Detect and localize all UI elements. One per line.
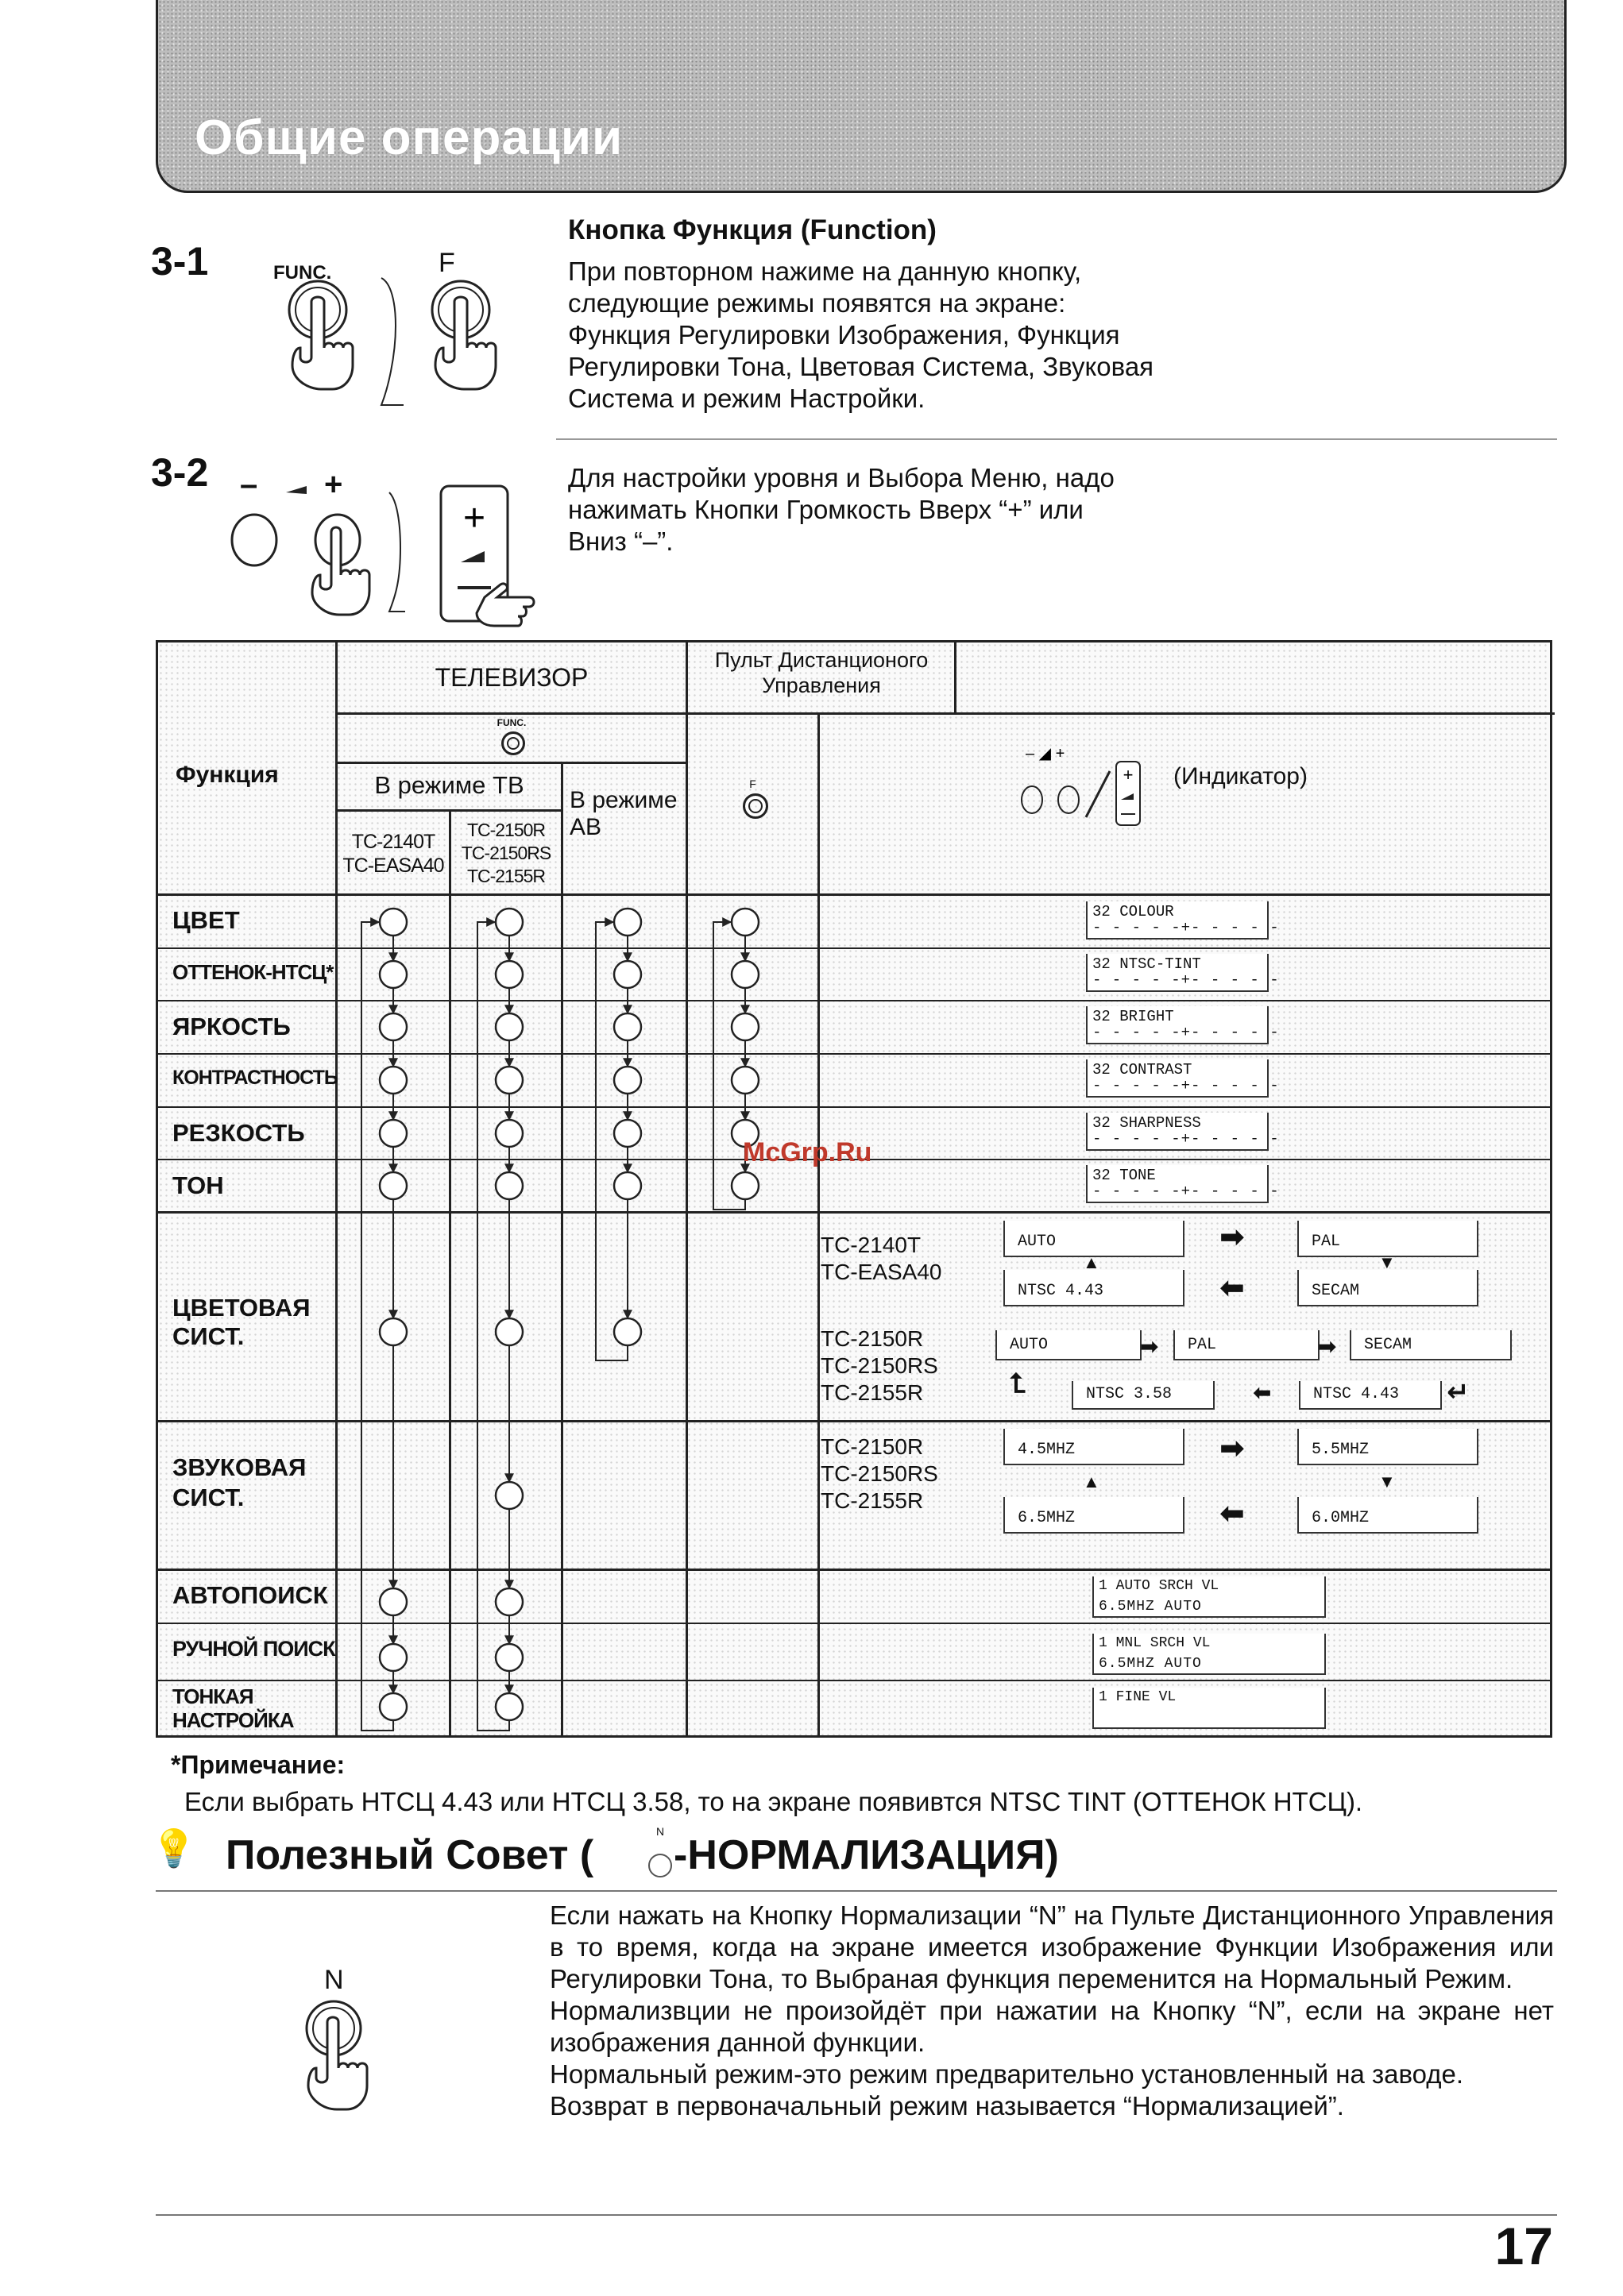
step2-text: Для настройки уровня и Выбора Меню, надо нажимать Кнопки Громкость Вверх “+” или Вниз “–”. <box>568 463 1115 556</box>
step1-text: При повторном нажиме на данную кнопку, следующие режимы появятся на экране: Функция Регулировки Изображения, Функция Регулировки Тона, Цветовая Система, Звуковая Система и режим Настройки. <box>568 257 1154 413</box>
arrow-up-icon: ▲ <box>1083 1472 1100 1491</box>
watermark: McGrp.Ru <box>743 1137 872 1167</box>
osd-manual-search: 1 MNL SRCH VL 6.5MHZ AUTO <box>1092 1634 1326 1675</box>
arrow-return-left-icon: ↵ <box>1447 1377 1470 1407</box>
svg-text:– ◢ +: – ◢ + <box>1026 745 1065 762</box>
note-text: Если выбрать НТСЦ 4.43 или НТСЦ 3.58, то на экране появивтся NTSC TINT (ОТТЕНОК НТСЦ). <box>184 1787 1363 1816</box>
volume-minus-label: – <box>240 467 258 502</box>
row-label-sound-system: ЗВУКОВАЯ СИСТ. <box>172 1453 307 1511</box>
colour-sys-b-secam: SECAM <box>1350 1330 1512 1360</box>
row-label-contrast: КОНТРАСТНОСТЬ <box>172 1067 338 1089</box>
step1-heading: Кнопка Функция (Function) <box>568 214 937 245</box>
tip-title-start: Полезный Совет ( <box>226 1832 594 1878</box>
n-button-label: N <box>324 1965 344 1995</box>
arrow-right-icon: ➡ <box>1318 1334 1337 1359</box>
model-group-a: TC-2140T TC-EASA40 <box>342 831 444 877</box>
arrow-right-icon: ➡ <box>1140 1334 1159 1359</box>
model-group-b: TC-2150R TC-2150RS TC-2155R <box>461 820 551 886</box>
arrow-right-icon: ➡ <box>1219 1432 1245 1465</box>
function-table <box>156 640 1552 1738</box>
arrow-down-icon: ▼ <box>1378 1472 1396 1491</box>
volume-plus-label: + <box>324 467 343 502</box>
lightbulb-icon: 💡 <box>151 1827 197 1869</box>
header-tv: ТЕЛЕВИЗОР <box>435 663 589 692</box>
sound-system-models: TC-2150R TC-2150RS TC-2155R <box>821 1434 938 1513</box>
divider <box>556 438 1557 440</box>
svg-text:+: + <box>462 497 486 539</box>
row-label-autosearch: АВТОПОИСК <box>172 1581 328 1609</box>
n-button-hand-icon <box>294 1993 389 2120</box>
sound-sys-4-5: 4.5MHZ <box>1003 1429 1184 1465</box>
row-label-sharpness: РЕЗКОСТЬ <box>172 1119 305 1147</box>
func-button-label: FUNC. <box>273 262 332 284</box>
osd-bright: 32 BRIGHT - - - - -+- - - - - <box>1086 1006 1269 1044</box>
arrow-left-icon: ⬅ <box>1253 1380 1272 1405</box>
page-number: 17 <box>1494 2217 1553 2275</box>
arrow-down-icon: ▼ <box>1378 1252 1396 1272</box>
osd-auto-search: 1 AUTO SRCH VL 6.5MHZ AUTO <box>1092 1576 1326 1618</box>
row-label-colour-system: ЦВЕТОВАЯ СИСТ. <box>172 1294 311 1350</box>
func-button-hand-icon <box>262 254 548 413</box>
sound-sys-6-5: 6.5MHZ <box>1003 1497 1184 1534</box>
sound-sys-6-0: 6.0MHZ <box>1297 1497 1478 1534</box>
row-label-manual-search: РУЧНОЙ ПОИСК <box>172 1637 335 1661</box>
header-tv-mode: В режиме ТВ <box>374 771 524 799</box>
divider <box>156 1890 1557 1892</box>
colour-system-models-b: TC-2150R TC-2150RS TC-2155R <box>821 1326 938 1405</box>
arrow-right-icon: ➡ <box>1219 1221 1245 1254</box>
n-button-icon <box>648 1854 672 1877</box>
f-button-label: F <box>439 248 455 278</box>
header-function: Функция <box>176 762 279 788</box>
colour-sys-b-ntsc443: NTSC 4.43 <box>1299 1381 1442 1410</box>
f-small-label: F <box>749 778 756 790</box>
osd-contrast: 32 CONTRAST - - - - -+- - - - - <box>1086 1059 1269 1098</box>
colour-sys-ntsc443: NTSC 4.43 <box>1003 1270 1184 1306</box>
osd-fine: 1 FINE VL <box>1092 1688 1326 1729</box>
osd-colour: 32 COLOUR - - - - -+- - - - - <box>1086 901 1269 940</box>
row-label-colour: ЦВЕТ <box>172 906 240 934</box>
func-small-label: FUNC. <box>497 717 527 728</box>
svg-text:+: + <box>1123 765 1134 785</box>
arrow-up-icon: ▲ <box>1083 1252 1100 1272</box>
osd-tone: 32 TONE - - - - -+- - - - - <box>1086 1165 1269 1203</box>
row-label-ntsc-tint: ОТТЕНОК-НТСЦ* <box>172 960 334 984</box>
tip-title-end: -НОРМАЛИЗАЦИЯ) <box>674 1832 1059 1878</box>
osd-sharpness: 32 SHARPNESS - - - - -+- - - - - <box>1086 1113 1269 1151</box>
colour-sys-b-auto: AUTO <box>995 1330 1142 1360</box>
arrow-left-icon: ⬅ <box>1219 1497 1245 1530</box>
tip-n-small: N <box>656 1825 665 1838</box>
header-remote: Пульт Дистанционого Управления <box>714 648 929 697</box>
header-indicator: (Индикатор) <box>1173 763 1308 789</box>
func-button-icon <box>501 731 525 755</box>
row-label-brightness: ЯРКОСТЬ <box>172 1013 291 1040</box>
colour-sys-b-ntsc358: NTSC 3.58 <box>1072 1381 1215 1410</box>
arrow-left-icon: ⬅ <box>1219 1271 1245 1305</box>
colour-sys-auto: AUTO <box>1003 1221 1184 1257</box>
arrow-return-up-icon: ⮤ <box>1010 1368 1026 1399</box>
sequence-diagram <box>338 895 817 1735</box>
colour-sys-secam: SECAM <box>1297 1270 1478 1306</box>
tip-text: Если нажать на Кнопку Нормализации “N” на Пульте Дистанционного Управления в то время, когда на экране имеется изображение Функции Изображения или Регулировки Тона, то Выбраная функция переменится на Нормальный Режим. Нормализвции не произойдёт при нажатии на Кнопку “N”, если на экране нет изображения данной функции. Нормальный режим-это режим предварительно установленный на заводе. Возврат в первоначальный режим называется “Нормализацией”. <box>550 1900 1554 2120</box>
page-title: Общие операции <box>195 110 624 165</box>
row-label-tone: ТОН <box>172 1171 224 1199</box>
sound-sys-5-5: 5.5MHZ <box>1297 1429 1478 1465</box>
f-button-icon <box>743 793 768 819</box>
volume-buttons-icon <box>222 469 572 627</box>
row-label-fine-tuning: ТОНКАЯ НАСТРОЙКА <box>172 1684 294 1732</box>
colour-sys-b-pal: PAL <box>1173 1330 1320 1360</box>
header-av-mode: В режиме АВ <box>570 787 678 840</box>
colour-sys-pal: PAL <box>1297 1221 1478 1257</box>
note-title: *Примечание: <box>171 1750 346 1779</box>
step-number-2: 3-2 <box>151 450 209 495</box>
colour-system-models-a: TC-2140T TC-EASA40 <box>821 1233 942 1284</box>
osd-ntsc-tint: 32 NTSC-TINT - - - - -+- - - - - <box>1086 954 1269 992</box>
step-number-1: 3-1 <box>151 239 209 284</box>
divider <box>156 2214 1557 2216</box>
volume-indicator-icon <box>1016 738 1151 849</box>
